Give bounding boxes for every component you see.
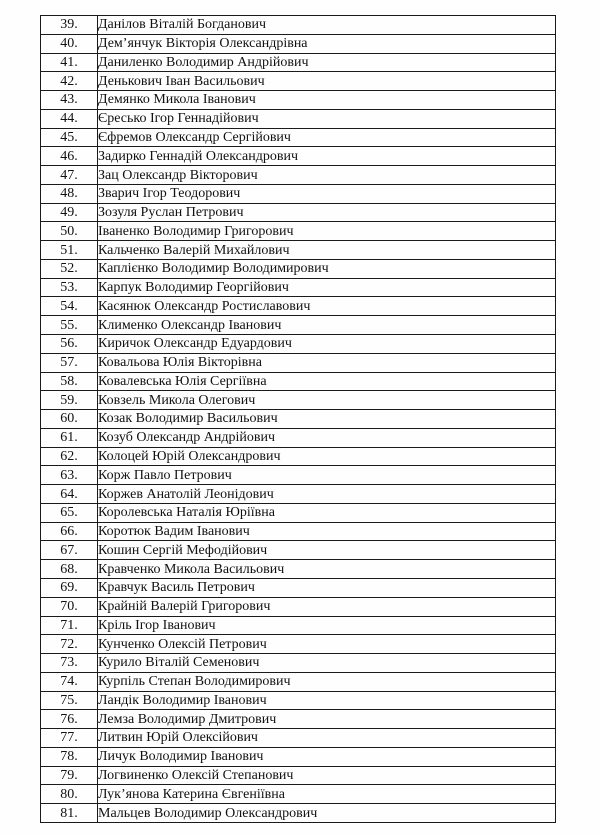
row-number: 69. (41, 578, 98, 597)
row-number: 58. (41, 372, 98, 391)
person-name: Лук’янова Катерина Євгеніївна (98, 785, 556, 804)
row-number: 67. (41, 541, 98, 560)
person-name: Кріль Ігор Іванович (98, 616, 556, 635)
person-name: Логвиненко Олексій Степанович (98, 766, 556, 785)
row-number: 41. (41, 53, 98, 72)
row-number: 77. (41, 729, 98, 748)
person-name: Данілов Віталій Богданович (98, 16, 556, 35)
person-name: Курпіль Степан Володимирович (98, 672, 556, 691)
table-row (41, 766, 556, 785)
row-number: 74. (41, 672, 98, 691)
row-number: 48. (41, 184, 98, 203)
row-number: 47. (41, 166, 98, 185)
table-row (41, 560, 556, 579)
table-row (41, 447, 556, 466)
person-name: Киричок Олександр Едуардович (98, 335, 556, 354)
table-row (41, 635, 556, 654)
row-number: 66. (41, 522, 98, 541)
table-row (41, 729, 556, 748)
row-number: 70. (41, 597, 98, 616)
person-name: Ковзель Микола Олегович (98, 391, 556, 410)
row-number: 68. (41, 560, 98, 579)
row-number: 62. (41, 447, 98, 466)
table-row (41, 372, 556, 391)
row-number: 72. (41, 635, 98, 654)
table-row (41, 503, 556, 522)
person-name: Коржев Анатолій Леонідович (98, 485, 556, 504)
table-row (41, 410, 556, 429)
table-row (41, 147, 556, 166)
person-name: Клименко Олександр Іванович (98, 316, 556, 335)
person-name: Лемза Володимир Дмитрович (98, 710, 556, 729)
row-number: 60. (41, 410, 98, 429)
table-row (41, 278, 556, 297)
table-row (41, 466, 556, 485)
row-number: 49. (41, 203, 98, 222)
person-name: Коротюк Вадим Іванович (98, 522, 556, 541)
row-number: 65. (41, 503, 98, 522)
row-number: 52. (41, 259, 98, 278)
table-row (41, 391, 556, 410)
person-name: Іваненко Володимир Григорович (98, 222, 556, 241)
row-number: 73. (41, 654, 98, 673)
row-number: 59. (41, 391, 98, 410)
names-table (40, 15, 556, 823)
person-name: Королевська Наталія Юріївна (98, 503, 556, 522)
person-name: Козак Володимир Васильович (98, 410, 556, 429)
table-row (41, 541, 556, 560)
table-row (41, 522, 556, 541)
person-name: Мальцев Володимир Олександрович (98, 804, 556, 823)
table-row (41, 654, 556, 673)
person-name: Ковальова Юлія Вікторівна (98, 353, 556, 372)
row-number: 80. (41, 785, 98, 804)
table-row (41, 691, 556, 710)
row-number: 76. (41, 710, 98, 729)
table-row (41, 259, 556, 278)
person-name: Кошин Сергій Мефодійович (98, 541, 556, 560)
person-name: Ковалевська Юлія Сергіївна (98, 372, 556, 391)
row-number: 46. (41, 147, 98, 166)
row-number: 78. (41, 747, 98, 766)
person-name: Кравчук Василь Петрович (98, 578, 556, 597)
row-number: 79. (41, 766, 98, 785)
table-row (41, 616, 556, 635)
table-row (41, 747, 556, 766)
row-number: 71. (41, 616, 98, 635)
person-name: Карпук Володимир Георгійович (98, 278, 556, 297)
table-row (41, 16, 556, 35)
row-number: 44. (41, 109, 98, 128)
person-name: Даниленко Володимир Андрійович (98, 53, 556, 72)
person-name: Задирко Геннадій Олександрович (98, 147, 556, 166)
row-number: 56. (41, 335, 98, 354)
table-row (41, 72, 556, 91)
table-row (41, 485, 556, 504)
table-row (41, 34, 556, 53)
row-number: 81. (41, 804, 98, 823)
table-row (41, 53, 556, 72)
row-number: 63. (41, 466, 98, 485)
row-number: 50. (41, 222, 98, 241)
person-name: Корж Павло Петрович (98, 466, 556, 485)
table-row (41, 353, 556, 372)
table-row (41, 297, 556, 316)
person-name: Козуб Олександр Андрійович (98, 428, 556, 447)
names-table-body (41, 16, 556, 823)
row-number: 53. (41, 278, 98, 297)
table-row (41, 804, 556, 823)
table-row (41, 597, 556, 616)
person-name: Касянюк Олександр Ростиславович (98, 297, 556, 316)
table-row (41, 109, 556, 128)
row-number: 75. (41, 691, 98, 710)
person-name: Кравченко Микола Васильович (98, 560, 556, 579)
table-row (41, 241, 556, 260)
table-row (41, 672, 556, 691)
person-name: Литвин Юрій Олексійович (98, 729, 556, 748)
table-row (41, 128, 556, 147)
person-name: Колоцей Юрій Олександрович (98, 447, 556, 466)
table-row (41, 335, 556, 354)
person-name: Єресько Ігор Геннадійович (98, 109, 556, 128)
row-number: 39. (41, 16, 98, 35)
row-number: 55. (41, 316, 98, 335)
table-row (41, 166, 556, 185)
person-name: Дем’янчук Вікторія Олександрівна (98, 34, 556, 53)
person-name: Каплієнко Володимир Володимирович (98, 259, 556, 278)
table-row (41, 91, 556, 110)
table-row (41, 203, 556, 222)
person-name: Єфремов Олександр Сергійович (98, 128, 556, 147)
table-row (41, 578, 556, 597)
table-row (41, 710, 556, 729)
person-name: Зозуля Руслан Петрович (98, 203, 556, 222)
row-number: 61. (41, 428, 98, 447)
person-name: Денькович Іван Васильович (98, 72, 556, 91)
person-name: Кунченко Олексій Петрович (98, 635, 556, 654)
person-name: Курило Віталій Семенович (98, 654, 556, 673)
person-name: Ландік Володимир Іванович (98, 691, 556, 710)
row-number: 43. (41, 91, 98, 110)
table-row (41, 184, 556, 203)
row-number: 64. (41, 485, 98, 504)
person-name: Демянко Микола Іванович (98, 91, 556, 110)
person-name: Кальченко Валерій Михайлович (98, 241, 556, 260)
row-number: 42. (41, 72, 98, 91)
table-row (41, 428, 556, 447)
person-name: Крайній Валерій Григорович (98, 597, 556, 616)
row-number: 40. (41, 34, 98, 53)
row-number: 45. (41, 128, 98, 147)
table-row (41, 316, 556, 335)
person-name: Личук Володимир Іванович (98, 747, 556, 766)
person-name: Зац Олександр Вікторович (98, 166, 556, 185)
row-number: 51. (41, 241, 98, 260)
person-name: Зварич Ігор Теодорович (98, 184, 556, 203)
row-number: 54. (41, 297, 98, 316)
table-row (41, 785, 556, 804)
row-number: 57. (41, 353, 98, 372)
table-row (41, 222, 556, 241)
